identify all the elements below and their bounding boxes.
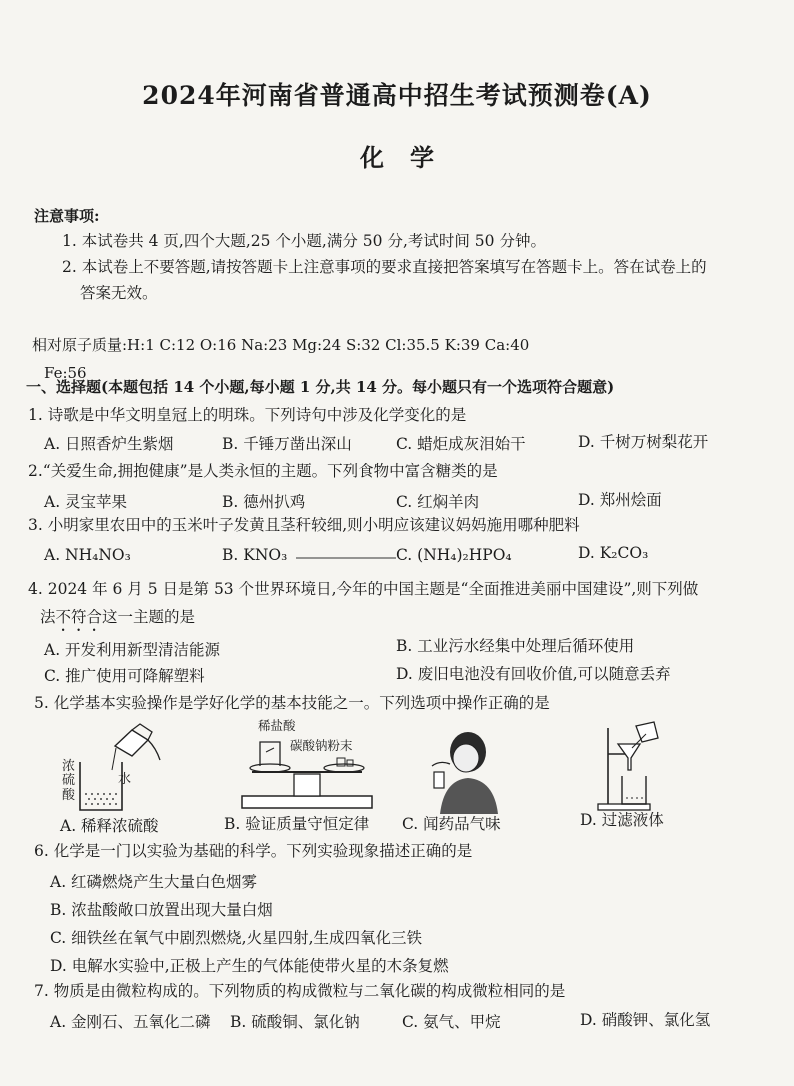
question-1-option-c: C. 蜡炬成灰泪始干 [396, 435, 526, 453]
question-6-option-b: B. 浓盐酸敞口放置出现大量白烟 [50, 901, 273, 919]
question-4-option-b: B. 工业污水经集中处理后循环使用 [396, 637, 635, 655]
exam-subject: 化学 [360, 143, 460, 172]
question-1-option-b: B. 千锤万凿出深山 [222, 435, 352, 453]
stray-rule-mark [296, 556, 396, 560]
notice-item-1: 1. 本试卷共 4 页,四个大题,25 个小题,满分 50 分,考试时间 50 分钟。 [62, 232, 546, 250]
question-3-option-c: C. (NH₄)₂HPO₄ [396, 546, 512, 564]
notice-item-2: 2. 本试卷上不要答题,请按答题卡上注意事项的要求直接把答案填写在答题卡上。答在试卷上的 [62, 258, 707, 276]
atomic-mass-line-2: Fe:56 [44, 364, 87, 382]
question-5-stem: 5. 化学基本实验操作是学好化学的基本技能之一。下列选项中操作正确的是 [34, 694, 550, 712]
question-3-option-d: D. K₂CO₃ [578, 544, 649, 562]
question-6-option-c: C. 细铁丝在氧气中剧烈燃烧,火星四射,生成四氧化三铁 [50, 929, 423, 947]
figure-a-water-label: 水 [118, 772, 132, 787]
figure-a-acid-label: 浓 硫 酸 [62, 759, 76, 803]
question-7-option-a: A. 金刚石、五氧化二磷 [50, 1013, 211, 1031]
question-4-stem: 4. 2024 年 6 月 5 日是第 53 个世界环境日,今年的中国主题是“全面推进美丽中国建设”,则下列做 [28, 580, 699, 598]
question-6-stem: 6. 化学是一门以实验为基础的科学。下列实验现象描述正确的是 [34, 842, 473, 860]
question-5-option-b: B. 验证质量守恒定律 [224, 815, 370, 833]
figure-d-filtration [588, 720, 668, 812]
question-4-option-d: D. 废旧电池没有回收价值,可以随意丢弃 [396, 665, 671, 683]
section-1-heading: 一、选择题(本题包括 14 个小题,每小题 1 分,共 14 分。每小题只有一个选项符合题意) [26, 378, 615, 396]
question-2-option-d: D. 郑州烩面 [578, 491, 662, 509]
question-5-option-a: A. 稀释浓硫酸 [60, 817, 159, 835]
atomic-mass-line-1: 相对原子质量:H:1 C:12 O:16 Na:23 Mg:24 S:32 Cl:35.5 K:39 Ca:40 [32, 336, 530, 354]
question-2-option-a: A. 灵宝苹果 [44, 493, 128, 511]
question-3-option-a: A. NH₄NO₃ [44, 546, 131, 564]
notice-item-2-cont: 答案无效。 [80, 284, 158, 302]
figure-a-dilution [60, 722, 170, 817]
figure-b-hcl-label: 稀盐酸 [258, 718, 296, 733]
figure-c-smelling [420, 728, 500, 816]
question-7-stem: 7. 物质是由微粒构成的。下列物质的构成微粒与二氧化碳的构成微粒相同的是 [34, 982, 566, 1000]
question-5-option-c: C. 闻药品气味 [402, 815, 501, 833]
question-4-stem-cont [40, 608, 195, 635]
question-7-option-b: B. 硫酸铜、氯化钠 [230, 1013, 360, 1031]
question-1-option-d: D. 千树万树梨花开 [578, 433, 709, 451]
question-4-option-a: A. 开发利用新型清洁能源 [44, 641, 221, 659]
question-6-option-a: A. 红磷燃烧产生大量白色烟雾 [50, 873, 258, 891]
question-2-option-c: C. 红焖羊肉 [396, 493, 480, 511]
question-5-option-d: D. 过滤液体 [580, 811, 664, 829]
question-4-emphasis: 不符合 [55, 608, 103, 626]
question-2-option-b: B. 德州扒鸡 [222, 493, 306, 511]
exam-title: 2024年河南省普通高中招生考试预测卷(A) [142, 81, 652, 110]
question-7-option-c: C. 氨气、甲烷 [402, 1013, 501, 1031]
question-7-option-d: D. 硝酸钾、氯化氢 [580, 1011, 711, 1029]
question-2-stem: 2.“关爱生命,拥抱健康”是人类永恒的主题。下列食物中富含糖类的是 [28, 462, 498, 480]
figure-b-powder-label: 碳酸钠粉末 [290, 738, 353, 753]
question-1-stem: 1. 诗歌是中华文明皇冠上的明珠。下列诗句中涉及化学变化的是 [28, 406, 467, 424]
question-1-option-a: A. 日照香炉生紫烟 [44, 435, 174, 453]
question-4-option-c: C. 推广使用可降解塑料 [44, 667, 205, 685]
question-3-option-b: B. KNO₃ [222, 546, 288, 564]
question-3-stem: 3. 小明家里农田中的玉米叶子发黄且茎秆较细,则小明应该建议妈妈施用哪种肥料 [28, 516, 580, 534]
question-6-option-d: D. 电解水实验中,正极上产生的气体能使带火星的木条复燃 [50, 957, 449, 975]
notice-heading: 注意事项: [34, 207, 100, 225]
question-4-stem-cont-pre: 法 [40, 608, 56, 626]
question-4-stem-cont-post: 这一主题的是 [102, 608, 196, 626]
